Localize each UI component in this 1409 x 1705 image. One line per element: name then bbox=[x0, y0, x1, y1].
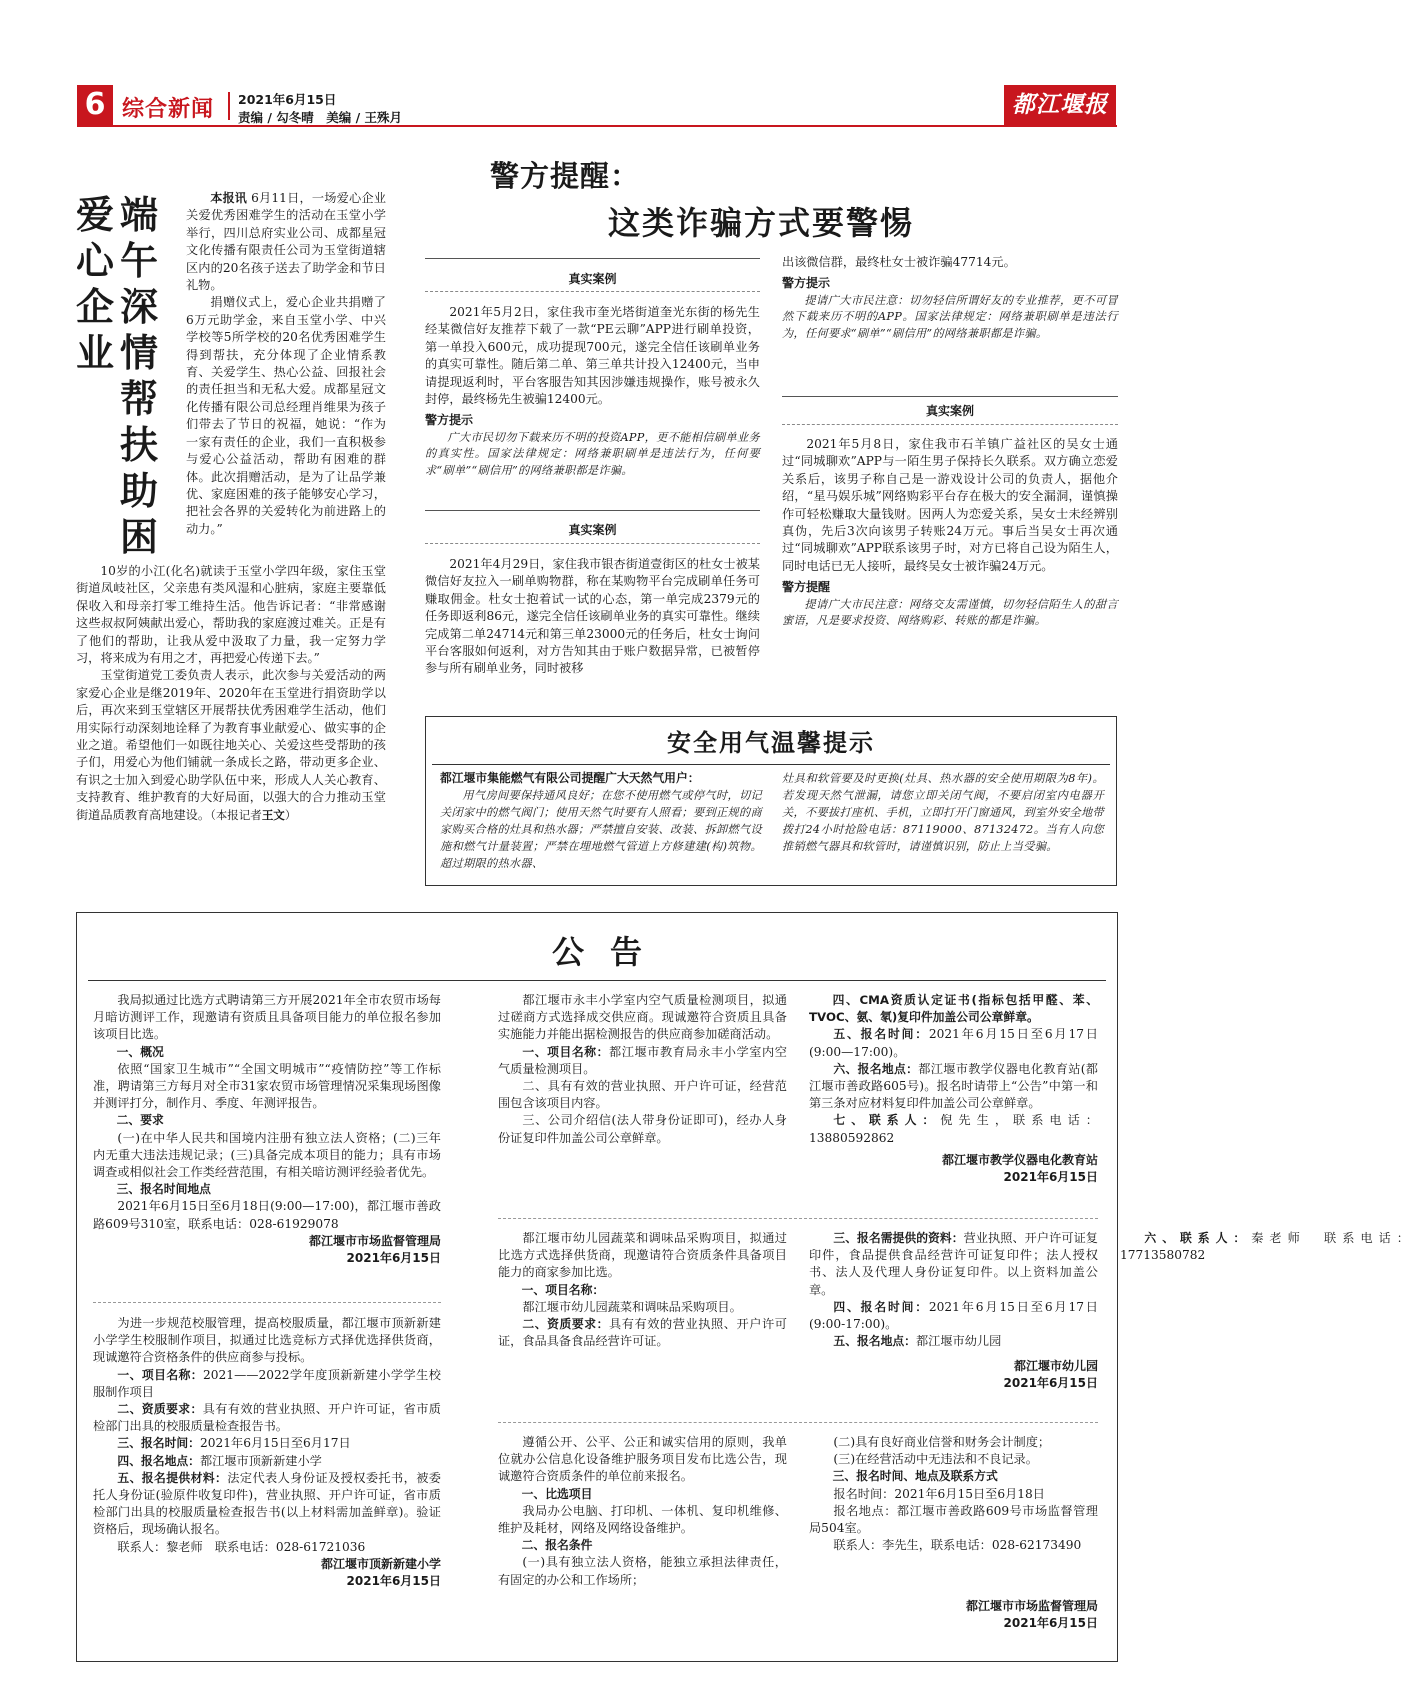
n5-h2: 二、报名条件 bbox=[521, 1538, 593, 1553]
byline-prefix: （本报记者 bbox=[210, 807, 262, 822]
article2-title-2: 这类诈骗方式要警惕 bbox=[608, 204, 915, 242]
n1-p2: (一)在中华人民共和国境内注册有独立法人资格；(二)三年内无重大违法违规记录；(三)具备完成本项目的能力；具有市场调查或相似社会工作类经营范围，有相关暗访测评经验者优先。 bbox=[93, 1130, 441, 1180]
page-number-badge bbox=[77, 85, 113, 125]
article1-headline-main: 端午深情帮扶助困 bbox=[120, 192, 159, 559]
n2-p6-text: 都江堰市教学仪器电化教育站(都江堰市善政路605号)。报名时请带上“公告”中第一和第三条对应材料复印件加盖公司公章鲜章。 bbox=[809, 1061, 1098, 1111]
case2-rule-top bbox=[425, 510, 760, 511]
n1-org: 都江堰市市场监督管理局 bbox=[308, 1233, 441, 1248]
n2-p7-text: 倪先生，联系电话：13880592862 bbox=[809, 1113, 1098, 1145]
gas-text-right: 灶具和软管要及时更换(灶具、热水器的安全使用期限为8年)。若发现天然气泄漏，请您立即关闭气阀，不要启闭室内电器开关，不要拔打座机、手机，立即打开门窗通风，到室外安全地带拨打24小时抢险电话：87119000、87132472。当有人向您推销燃气器具和软管时，请谨慎识别，防止上当受骗。 bbox=[782, 772, 1104, 853]
case1-label: 真实案例 bbox=[568, 272, 617, 286]
article1-para3: 10岁的小江(化名)就读于玉堂小学四年级，家住玉堂街道凤岐社区，父亲患有类风湿和心脏病，家庭主要靠低保收入和母亲打零工维持生活。他告诉记者：“非常感谢这些叔叔阿姨献出爱心，帮助我的家庭渡过难关。正是有了他们的帮助，让我从爱中汲取了力量，我一定努力学习，将来成为有用之才，再把爱心传递下去。” bbox=[76, 564, 386, 666]
n3-p1 bbox=[93, 1367, 441, 1401]
n4-p4-text: 2021年6月15日至6月17日(9:00-17:00)。 bbox=[809, 1299, 1098, 1332]
n3-p4 bbox=[93, 1453, 441, 1470]
section-name: 综合新闻 bbox=[122, 97, 215, 122]
n4-h3: 三、报名需提供的资料： bbox=[833, 1231, 964, 1245]
notice-divider-2 bbox=[498, 1218, 1098, 1219]
n4-signature bbox=[800, 1358, 1098, 1392]
n2-date: 2021年6月15日 bbox=[1003, 1170, 1098, 1184]
n3-p2-text: 具有有效的营业执照、开户许可证，省市质检部门出具的校服质量检查报告书。 bbox=[93, 1402, 441, 1434]
n2-p5 bbox=[809, 1026, 1098, 1060]
article1-body-top bbox=[186, 190, 386, 538]
n1-intro: 我局拟通过比选方式聘请第三方开展2021年全市农贸市场每月暗访测评工作，现邀请有资质且具备项目能力的单位报名参加该项目比选。 bbox=[93, 993, 441, 1042]
n5-signature bbox=[800, 1598, 1098, 1632]
article1-para1 bbox=[186, 190, 386, 294]
notice-2 bbox=[498, 992, 1098, 1178]
notice-1 bbox=[93, 992, 441, 1267]
gas-left-col bbox=[440, 770, 762, 872]
n5-p3: (二)具有良好商业信誉和财务会计制度； bbox=[833, 1435, 1051, 1449]
n2-h5: 五、报名时间： bbox=[833, 1027, 929, 1042]
n2-p7 bbox=[809, 1112, 1098, 1146]
case3-text: 2021年5月8日，家住我市石羊镇广益社区的吴女士通过“同城聊欢”APP与一陌生男子保持长久联系。双方确立恋爱关系后，该男子称自己是一游戏设计公司的负责人，据他介绍，“星马娱乐城”网络购彩平台存在极大的安全漏洞，谨慎操作可轻松赚取大量钱财。因两人为恋爱关系，吴女士未经辨别真伪，先后3次向该男子转账24万元。事后当吴女士再次通过“同城聊欢”APP联系该男子时，对方已将自己设为陌生人，同时电话已无人接听，最终吴女士被诈骗24万元。 bbox=[782, 437, 1118, 573]
n4-p6 bbox=[1120, 1230, 1409, 1264]
n3-h2: 二、资质要求： bbox=[117, 1402, 203, 1417]
n5-p5: 报名时间：2021年6月15日至6月18日 bbox=[833, 1486, 1045, 1501]
n2-intro: 都江堰市永丰小学室内空气质量检测项目，拟通过磋商方式选择成交供应商。现诚邀符合资质且具备实施能力并能出据检测报告的供应商参加磋商活动。 bbox=[498, 993, 787, 1042]
issue-date: 2021年6月15日 bbox=[238, 92, 337, 107]
n4-h5: 五、报名地点： bbox=[833, 1334, 916, 1349]
dateline: 本报讯 bbox=[210, 191, 247, 205]
editors: 责编 / 勾冬晴 美编 / 王殊月 bbox=[238, 110, 403, 125]
tip1-label: 警方提示 bbox=[425, 413, 474, 428]
n2-h1: 一、项目名称： bbox=[522, 1044, 609, 1059]
case2-label: 真实案例 bbox=[568, 523, 617, 537]
notice-title-rule bbox=[88, 980, 1106, 981]
gas-right-col bbox=[782, 770, 1104, 855]
tip2-text: 提请广大市民注意：切勿轻信所谓好友的专业推荐，更不可冒然下载来历不明的APP。国家法律规定：网络兼职刷单是违法行为，任何要求“刷单”“刷信用”的网络兼职都是诈骗。 bbox=[782, 293, 1118, 340]
n4-p5-text: 都江堰市幼儿园 bbox=[915, 1334, 1002, 1349]
case2-rule-bottom bbox=[425, 543, 760, 544]
masthead-logo bbox=[1004, 85, 1116, 125]
n5-p6: 报名地点：都江堰市善政路609号市场监督管理局504室。 bbox=[809, 1503, 1098, 1536]
notice-3 bbox=[93, 1315, 441, 1590]
n4-intro: 都江堰市幼儿园蔬菜和调味品采购项目，拟通过比选方式选择供货商，现邀请符合资质条件具备项目能力的商家参加比选。 bbox=[498, 1231, 787, 1280]
n5-p7: 联系人：李先生，联系电话：028-62173490 bbox=[833, 1538, 1082, 1553]
page-number: 6 bbox=[84, 87, 106, 122]
case3-block bbox=[782, 436, 1118, 630]
case3-rule-top bbox=[782, 396, 1118, 397]
tip3-label: 警方提醒 bbox=[782, 580, 831, 595]
case1-block bbox=[425, 304, 760, 479]
article1-body-bottom bbox=[76, 563, 386, 824]
n5-h3: 三、报名时间、地点及联系方式 bbox=[832, 1469, 998, 1484]
n2-p4: 四、CMA资质认定证书(指标包括甲醛、苯、TVOC、氨、氡)复印件加盖公司公章鲜章。 bbox=[809, 993, 1098, 1025]
n3-org: 都江堰市顶新新建小学 bbox=[320, 1556, 441, 1571]
n1-h1: 一、概况 bbox=[116, 1044, 164, 1059]
n4-p5 bbox=[809, 1333, 1098, 1350]
article1-para4 bbox=[76, 667, 386, 824]
para1-text: 6月11日，一场爱心企业关爱优秀困难学生的活动在玉堂小学举行，四川总府实业公司、成都星冠文化传播有限责任公司为玉堂街道辖区内的20名孩子送去了助学金和节日礼物。 bbox=[186, 191, 386, 293]
notice-divider-3 bbox=[498, 1422, 1098, 1423]
n4-h1: 一、项目名称： bbox=[521, 1282, 605, 1297]
n3-h1: 一、项目名称： bbox=[117, 1367, 204, 1382]
n2-signature bbox=[800, 1152, 1098, 1186]
tip2-label: 警方提示 bbox=[782, 276, 831, 291]
n3-p5 bbox=[93, 1470, 441, 1539]
n2-h6: 六、报名地点： bbox=[833, 1061, 919, 1076]
masthead-text: 都江堰报 bbox=[1012, 91, 1108, 118]
tip3-text: 提请广大市民注意：网络交友需谨慎，切勿轻信陌生人的甜言蜜语，凡是要求投资、网络购彩、转账的都是诈骗。 bbox=[782, 597, 1118, 628]
notice-divider-1 bbox=[93, 1302, 441, 1303]
n1-h3: 三、报名时间地点 bbox=[116, 1182, 211, 1197]
n5-p4: (三)在经营活动中无违法和不良记录。 bbox=[833, 1452, 1038, 1467]
article1-headline-sub: 爱心企业 bbox=[76, 192, 115, 375]
n1-h2: 二、要求 bbox=[116, 1113, 164, 1128]
para4-text: 玉堂街道党工委负责人表示，此次参与关爱活动的两家爱心企业是继2019年、2020年在玉堂进行捐资助学以后，再次来到玉堂辖区开展帮扶优秀困难学生活动，他们用实际行动深刻地诠释了为教育事业献爱心、做实事的企业之道。希望他们一如既往地关心、关爱这些受帮助的孩子们，用爱心为他们铺就一条成长之路，带动更多企业、有识之士加入到爱心助学队伍中来，形成人人关心教育、支持教育、维护教育的大好局面，以强大的合力推动玉堂街道品质教育高地建设。 bbox=[76, 668, 386, 822]
gas-lead: 都江堰市集能燃气有限公司提醒广大天然气用户： bbox=[440, 771, 700, 785]
byline bbox=[210, 808, 296, 822]
n1-p3: 2021年6月15日至6月18日(9:00—17:00)，都江堰市善政路609号310室，联系电话：028-61929078 bbox=[93, 1199, 441, 1231]
notice-title: 公告 bbox=[551, 933, 668, 971]
gas-title-rule bbox=[432, 764, 1110, 765]
tip1-text: 广大市民切勿下载来历不明的投资APP，更不能相信刷单业务的真实性。国家法律规定：网络兼职刷单是违法行为，任何要求“刷单”“刷信用”的网络兼职都是诈骗。 bbox=[425, 430, 760, 477]
n1-p1: 依照“国家卫生城市”“全国文明城市”“疫情防控”等工作标准，聘请第三方每月对全市31家农贸市场管理情况采集现场图像并测评打分，制作月、季度、年测评报告。 bbox=[93, 1061, 441, 1111]
n2-p3: 三、公司介绍信(法人带身份证即可)，经办人身份证复印件加盖公司公章鲜章。 bbox=[498, 1113, 787, 1145]
case2-block bbox=[425, 556, 760, 678]
case2-text: 2021年4月29日，家住我市银杏街道壹街区的杜女士被某微信好友拉入一刷单购物群，称在某购物平台完成刷单任务可赚取佣金。杜女士抱着试一试的心态，第一单完成2379元的任务即返利86元，遂完全信任该刷单业务的真实可靠性。继续完成第二单24714元和第三单23000元的任务后，杜女士询问平台客服如何返利，对方告知其由于账户数据异常，已被暂停参与所有刷单业务，同时被移 bbox=[425, 557, 760, 676]
article2-title-1: 警方提醒： bbox=[490, 159, 641, 193]
case1-text: 2021年5月2日，家住我市奎光塔街道奎光东街的杨先生经某微信好友推荐下载了一款“PE云聊”APP进行刷单投资，第一单投入600元，成功提现700元，遂完全信任该刷单业务的真实可靠性。随后第二单、第三单共计投入12400元，当申请提现返利时，平台客服告知其因涉嫌违规操作，账号被永久封停，最终杨先生被骗12400元。 bbox=[425, 305, 760, 407]
case1-rule-top bbox=[425, 258, 760, 259]
n3-p5-text: 法定代表人身份证及授权委托书，被委托人身份证(验原件收复印件)，营业执照、开户许可证，省市质检部门出具的校服质量检查报告书(以上材料需加盖鲜章)。验证资格后，现场确认报名。 bbox=[93, 1470, 441, 1537]
n4-p4 bbox=[809, 1299, 1098, 1333]
gas-text-left: 用气房间要保持通风良好；在您不使用燃气或停气时，切记关闭家中的燃气阀门；使用天然气时要有人照看；要到正规的商家购买合格的灶具和热水器；严禁擅自安装、改装、拆卸燃气设施和燃气计量装置；严禁在埋地燃气管道上方修建建(构)筑物。超过期限的热水器、 bbox=[440, 789, 762, 870]
n5-p1: 我局办公电脑、打印机、一体机、复印机维修、维护及耗材，网络及网络设备维护。 bbox=[498, 1503, 787, 1536]
case2-cont-text: 出该微信群，最终杜女士被诈骗47714元。 bbox=[782, 255, 1016, 269]
n3-p6: 联系人：黎老师 联系电话：028-61721036 bbox=[117, 1539, 366, 1554]
n4-date: 2021年6月15日 bbox=[1003, 1376, 1098, 1390]
n4-h4: 四、报名时间： bbox=[833, 1299, 929, 1314]
gas-title: 安全用气温馨提示 bbox=[667, 728, 875, 757]
n4-p3-text: 营业执照、开户许可证复印件，食品提供食品经营许可证复印件；法人授权书、法人及代理人身份证复印件。以上资料加盖公章。 bbox=[809, 1231, 1098, 1297]
n2-org: 都江堰市教学仪器电化教育站 bbox=[941, 1153, 1098, 1167]
n2-p1-text: 都江堰市教育局永丰小学室内空气质量检测项目。 bbox=[498, 1044, 787, 1076]
case3-label: 真实案例 bbox=[925, 404, 974, 418]
n5-org: 都江堰市市场监督管理局 bbox=[965, 1599, 1098, 1613]
n2-p5-text: 2021年6月15日至6月17日(9:00—17:00)。 bbox=[809, 1027, 1098, 1059]
n5-h1: 一、比选项目 bbox=[521, 1486, 593, 1501]
n3-date: 2021年6月15日 bbox=[346, 1573, 441, 1588]
n3-p3 bbox=[93, 1435, 441, 1452]
n5-p2: (一)具有独立法人资格，能独立承担法律责任，有固定的办公和工作场所； bbox=[498, 1555, 787, 1587]
n4-p1: 都江堰市幼儿园蔬菜和调味品采购项目。 bbox=[522, 1299, 742, 1314]
n3-p1-text: 2021——2022学年度顶新新建小学学生校服制作项目 bbox=[93, 1367, 441, 1399]
n3-p2 bbox=[93, 1401, 441, 1435]
n4-h2: 二、资质要求： bbox=[522, 1317, 609, 1332]
n3-intro: 为进一步规范校服管理，提高校服质量，都江堰市顶新新建小学学生校服制作项目，拟通过比选竞标方式择优选择供货商，现诚邀符合资格条件的供应商参与投标。 bbox=[93, 1316, 441, 1365]
n1-date: 2021年6月15日 bbox=[346, 1250, 441, 1265]
n3-h3: 三、报名时间： bbox=[117, 1436, 200, 1451]
n3-h4: 四、报名地点： bbox=[117, 1453, 200, 1468]
case3-rule-bottom bbox=[782, 424, 1118, 425]
n2-p1 bbox=[498, 1044, 787, 1078]
byline-name: 王文 bbox=[261, 807, 285, 822]
n4-p3 bbox=[809, 1230, 1098, 1299]
n4-p6-text: 秦老师 联系电话：17713580782 bbox=[1120, 1231, 1409, 1263]
notice-5 bbox=[498, 1434, 1098, 1594]
byline-suffix: ） bbox=[284, 807, 297, 822]
case2-continued bbox=[782, 254, 1118, 342]
n4-p2 bbox=[498, 1316, 787, 1350]
n3-p3-text: 2021年6月15日至6月17日 bbox=[199, 1436, 351, 1451]
n2-p6 bbox=[809, 1061, 1098, 1113]
n3-p4-text: 都江堰市顶新新建小学 bbox=[199, 1453, 322, 1468]
n2-h7: 七、联系人： bbox=[833, 1113, 941, 1128]
article1-para2: 捐赠仪式上，爱心企业共捐赠了6万元助学金，来自玉堂小学、中兴学校等5所学校的20名优秀困难学生得到帮扶，充分体现了企业情系教育、关爱学生、热心公益、回报社会的责任担当和无私大爱。成都星冠文化传播有限公司总经理肖维果为孩子们带去了节日的祝福，她说：“作为一家有责任的企业，我们一直积极参与爱心公益活动，帮助有困难的群体。此次捐赠活动，是为了让品学兼优、家庭困难的孩子能够安心学习，把社会各界的关爱转化为前进路上的动力。” bbox=[186, 295, 386, 536]
n4-h6: 六、联系人： bbox=[1144, 1231, 1252, 1245]
n4-org: 都江堰市幼儿园 bbox=[1013, 1359, 1098, 1373]
case1-rule-bottom bbox=[425, 291, 760, 292]
n3-h5: 五、报名提供材料： bbox=[117, 1470, 228, 1485]
n4-p2-text: 具有有效的营业执照、开户许可证，食品具备食品经营许可证。 bbox=[498, 1317, 787, 1349]
n5-date: 2021年6月15日 bbox=[1003, 1616, 1098, 1630]
n5-intro: 遵循公开、公平、公正和诚实信用的原则，我单位就办公信息化设备维护服务项目发布比选公告，现诚邀符合资质条件的单位前来报名。 bbox=[498, 1435, 787, 1484]
header-rule bbox=[77, 125, 1117, 127]
n2-p2: 二、具有有效的营业执照、开户许可证，经营范围包含该项目内容。 bbox=[498, 1079, 787, 1111]
header-divider bbox=[228, 92, 230, 120]
